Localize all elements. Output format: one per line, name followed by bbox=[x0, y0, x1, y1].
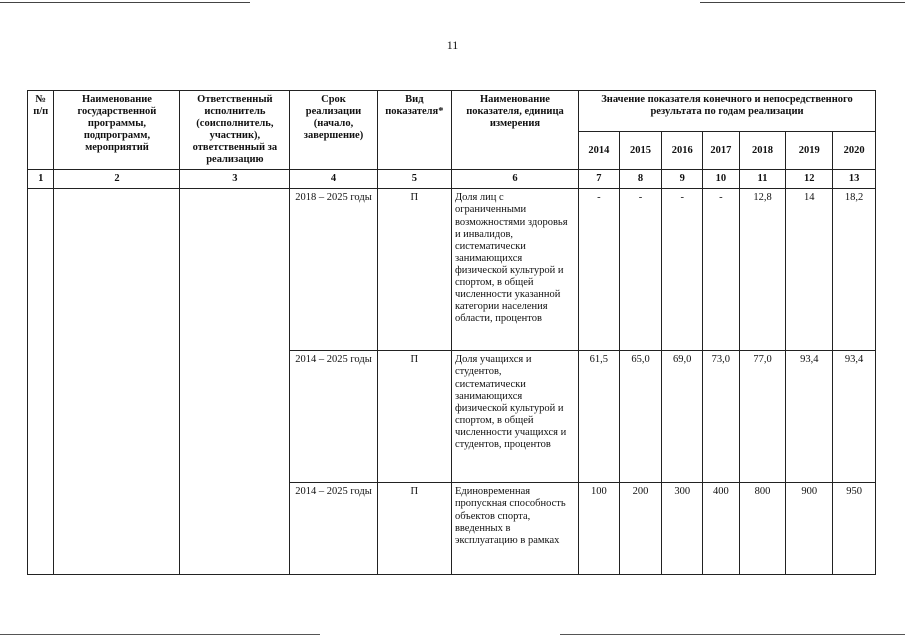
table-row bbox=[28, 189, 876, 351]
bottom-rule-right bbox=[560, 634, 905, 635]
cell-value: 61,5 bbox=[579, 351, 620, 483]
cell-type: П bbox=[377, 483, 451, 575]
column-number-row bbox=[28, 170, 876, 189]
cell-num-empty bbox=[28, 189, 54, 575]
cell-value: - bbox=[703, 189, 740, 351]
top-rule-right bbox=[700, 2, 905, 3]
cell-indicator: Доля учащихся и студентов, систематически занимающихся физической культурой и спортом, в общей численности учащихся и студентов, процентов bbox=[451, 351, 578, 483]
indicators-table bbox=[27, 90, 876, 575]
cell-value: 18,2 bbox=[833, 189, 876, 351]
cell-value: - bbox=[662, 189, 703, 351]
header-year: 2020 bbox=[833, 131, 876, 170]
cell-value: 200 bbox=[619, 483, 662, 575]
cell-indicator: Единовременная пропускная способность объектов спорта, введенных в эксплуатацию в рамках bbox=[451, 483, 578, 575]
cell-type: П bbox=[377, 189, 451, 351]
cell-value: - bbox=[579, 189, 620, 351]
cell-value: 69,0 bbox=[662, 351, 703, 483]
cell-term: 2014 – 2025 годы bbox=[290, 351, 377, 483]
cell-value: 400 bbox=[703, 483, 740, 575]
header-row-1 bbox=[28, 91, 876, 132]
header-year: 2014 bbox=[579, 131, 620, 170]
column-number: 4 bbox=[290, 170, 377, 189]
header-indicator: Наименование показателя, единица измерения bbox=[451, 91, 578, 170]
cell-value: 93,4 bbox=[833, 351, 876, 483]
column-number: 10 bbox=[703, 170, 740, 189]
cell-value: 93,4 bbox=[786, 351, 833, 483]
header-program: Наименование государственной программы, подпрограмм, мероприятий bbox=[54, 91, 180, 170]
column-number: 5 bbox=[377, 170, 451, 189]
cell-value: - bbox=[619, 189, 662, 351]
header-year: 2018 bbox=[739, 131, 786, 170]
cell-value: 300 bbox=[662, 483, 703, 575]
header-num: № п/п bbox=[28, 91, 54, 170]
cell-executor-empty bbox=[180, 189, 290, 575]
cell-value: 14 bbox=[786, 189, 833, 351]
header-executor: Ответственный исполнитель (соисполнитель, участник), ответственный за реализацию bbox=[180, 91, 290, 170]
cell-value: 100 bbox=[579, 483, 620, 575]
column-number: 6 bbox=[451, 170, 578, 189]
column-number: 11 bbox=[739, 170, 786, 189]
page-number: 11 bbox=[446, 38, 459, 52]
top-rule-left bbox=[0, 2, 250, 3]
cell-value: 950 bbox=[833, 483, 876, 575]
column-number: 12 bbox=[786, 170, 833, 189]
column-number: 9 bbox=[662, 170, 703, 189]
header-term: Срок реализации (начало, завершение) bbox=[290, 91, 377, 170]
header-year: 2017 bbox=[703, 131, 740, 170]
cell-indicator: Доля лиц с ограниченными возможностями здоровья и инвалидов, систематически занимающихся физической культурой и спортом, в общей численности указанной категории населения области, процентов bbox=[451, 189, 578, 351]
cell-value: 800 bbox=[739, 483, 786, 575]
cell-value: 900 bbox=[786, 483, 833, 575]
column-number: 1 bbox=[28, 170, 54, 189]
cell-value: 73,0 bbox=[703, 351, 740, 483]
column-number: 2 bbox=[54, 170, 180, 189]
bottom-rule-left bbox=[0, 634, 320, 635]
cell-term: 2014 – 2025 годы bbox=[290, 483, 377, 575]
cell-term: 2018 – 2025 годы bbox=[290, 189, 377, 351]
cell-type: П bbox=[377, 351, 451, 483]
column-number: 13 bbox=[833, 170, 876, 189]
cell-value: 65,0 bbox=[619, 351, 662, 483]
cell-program-empty bbox=[54, 189, 180, 575]
header-year: 2015 bbox=[619, 131, 662, 170]
header-year: 2019 bbox=[786, 131, 833, 170]
column-number: 3 bbox=[180, 170, 290, 189]
cell-value: 12,8 bbox=[739, 189, 786, 351]
header-values: Значение показателя конечного и непосредственного результата по годам реализации bbox=[579, 91, 876, 132]
column-number: 8 bbox=[619, 170, 662, 189]
header-type: Вид показателя* bbox=[377, 91, 451, 170]
column-number: 7 bbox=[579, 170, 620, 189]
header-year: 2016 bbox=[662, 131, 703, 170]
cell-value: 77,0 bbox=[739, 351, 786, 483]
